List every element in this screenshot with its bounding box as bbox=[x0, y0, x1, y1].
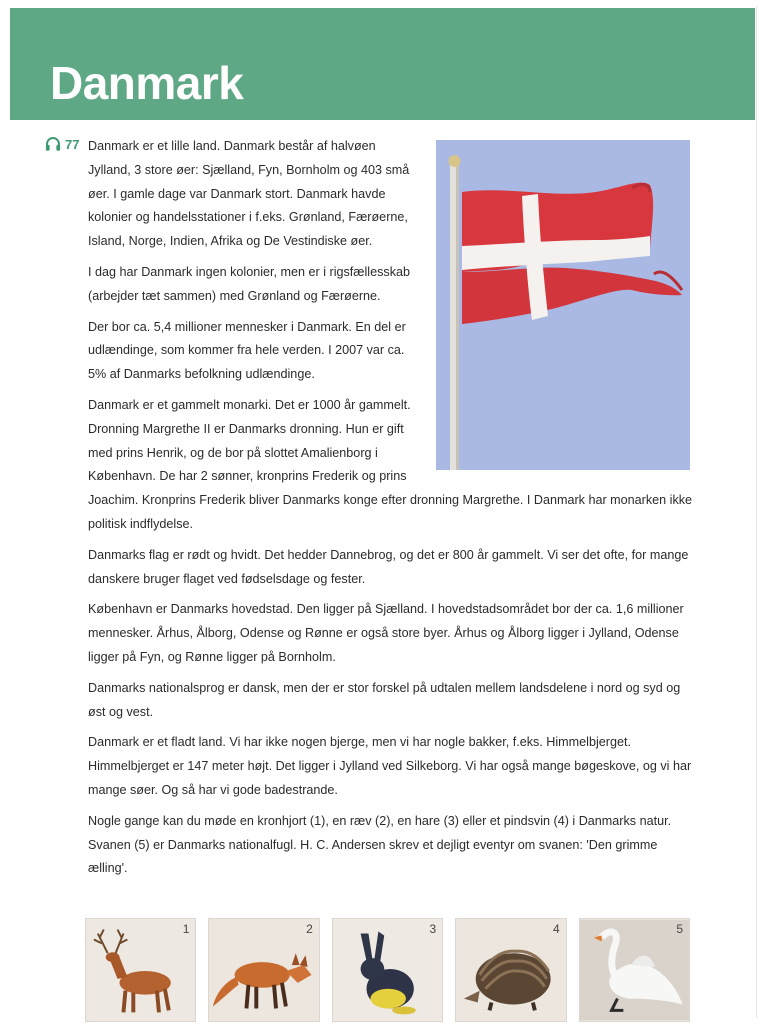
title-banner bbox=[10, 8, 755, 120]
paragraph-population: Der bor ca. 5,4 millioner mennesker i Danmark. En del er udlændinge, som kommer fra hele verden. I 2007 var ca. 5% af Danmarks befolkning udlændinge. bbox=[88, 319, 406, 382]
hedgehog-icon bbox=[456, 919, 565, 1021]
flag-photo-space bbox=[438, 137, 696, 469]
animal-photo-swan bbox=[579, 918, 690, 1022]
animal-photo-fox bbox=[208, 918, 319, 1022]
paragraph-colonies: I dag har Danmark ingen kolonier, men er i rigsfællesskab (arbejder tæt sammen) med Grønland og Færøerne. bbox=[88, 264, 410, 303]
deer-icon bbox=[86, 919, 195, 1021]
swan-icon bbox=[580, 919, 689, 1021]
animal-number: 1 bbox=[182, 922, 190, 936]
fox-icon bbox=[209, 919, 318, 1021]
audio-track-marker[interactable] bbox=[44, 135, 79, 153]
paragraph-geography: Danmark er et lille land. Danmark består af halvøen Jylland, 3 store øer: Sjælland, Fyn, Bornholm og 403 små øer. I gamle dage var Danmark stort. Danmark havde kolonier og handelsstationer i f.eks. Grønland, Færøerne, Island, Norge, Indien, Afrika og De Vestindiske øer. bbox=[88, 139, 410, 249]
paragraph-capital: København er Danmarks hovedstad. Den ligger på Sjælland. I hovedstadsområdet bor der ca. 1,6 millioner mennesker. Århus, Ålborg, Odense og Rønne er også store byer. Århus og Ålborg ligger i Jylland, Odense ligger på Fyn, og Rønne ligger på Bornholm. bbox=[88, 602, 684, 664]
paragraph-language: Danmarks nationalsprog er dansk, men der er stor forskel på udtalen mellem landsdelene i nord og syd og øst og vest. bbox=[88, 680, 681, 719]
main-text bbox=[88, 135, 693, 888]
animal-number: 3 bbox=[429, 922, 437, 936]
animal-number: 4 bbox=[552, 922, 560, 936]
headphones-icon bbox=[44, 135, 62, 153]
animal-photo-strip bbox=[85, 918, 690, 1022]
animal-number: 2 bbox=[306, 922, 313, 936]
paragraph-landscape: Danmark er et fladt land. Vi har ikke nogen bjerge, men vi har nogle bakker, f.eks. Himmelbjerget. Himmelbjerget er 147 meter højt. Det ligger i Jylland ved Silkeborg. Vi har også mange bøgeskove, og vi har mange søer. Og så har vi gode badestrande. bbox=[88, 735, 692, 797]
paragraph-monarchy: Danmark er et gammelt monarki. Det er 1000 år gammelt. Dronning Margrethe II er Danmarks dronning. Hun er gift med prins Henrik, og de bor på slottet Amalienborg i København. De har 2 sønner, kronprins Frederik og prins Joachim. Kronprins Frederik bliver Danmarks konge efter dronning Margrethe. I Danmark har monarken ikke politisk indflydelse. bbox=[88, 397, 693, 531]
paragraph-flag: Danmarks flag er rødt og hvidt. Det hedder Dannebrog, og det er 800 år gammelt. Vi ser det ofte, for mange danskere bruger flaget ved fødselsdage og fester. bbox=[88, 547, 689, 586]
paragraph-nature: Nogle gange kan du møde en kronhjort (1), en ræv (2), en hare (3) eller et pindsvin (4) i Danmarks natur. Svanen (5) er Danmarks nationalfugl. H. C. Andersen skrev et dejligt eventyr om svanen: 'Den grimme ælling'. bbox=[88, 813, 672, 876]
page-title: Danmark bbox=[50, 57, 244, 109]
hare-icon bbox=[333, 919, 442, 1021]
animal-photo-hare bbox=[332, 918, 443, 1022]
animal-number: 5 bbox=[676, 922, 684, 936]
audio-track-number: 77 bbox=[65, 136, 80, 152]
animal-photo-hedgehog bbox=[455, 918, 566, 1022]
animal-photo-deer bbox=[85, 918, 196, 1022]
